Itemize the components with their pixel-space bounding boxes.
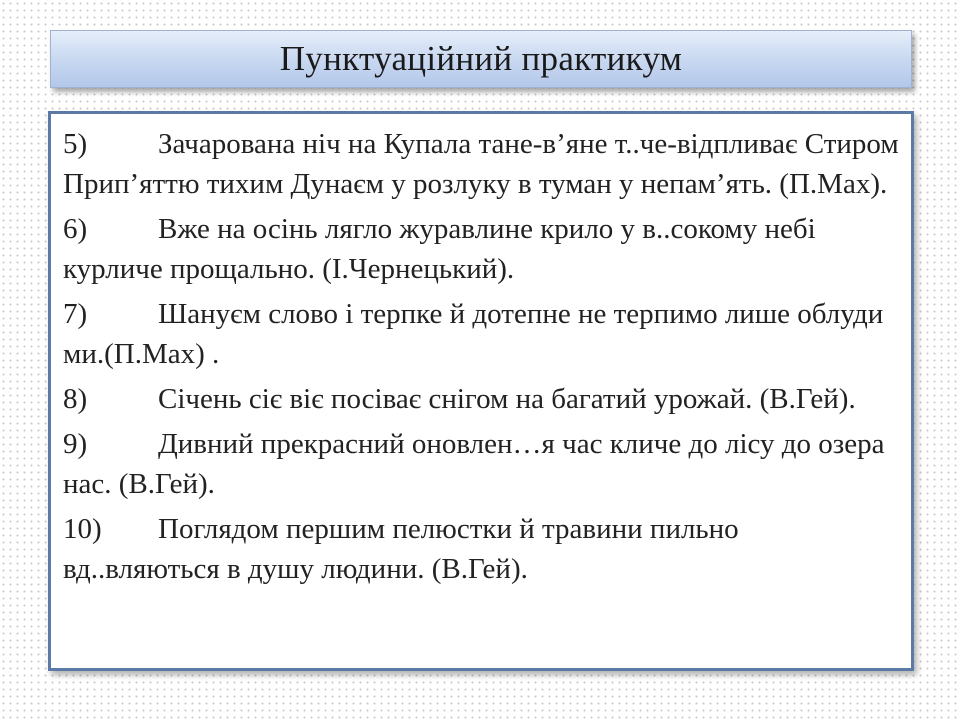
item-number: 8) — [63, 383, 88, 415]
item-text: Шануєм слово і терпке й дотепне не терпимо лише облуди ми.(П.Мах) . — [63, 298, 884, 370]
exercise-panel — [48, 111, 914, 671]
exercise-item-9 — [63, 424, 901, 504]
exercise-item-6 — [63, 209, 901, 289]
title-banner — [50, 30, 912, 88]
item-number: 9) — [63, 428, 88, 460]
item-text: Поглядом першим пелюстки й травини пильно вд..вляються в душу людини. (В.Гей). — [63, 513, 739, 585]
page-title: Пунктуаційний практикум — [279, 39, 683, 78]
item-number: 10) — [63, 513, 102, 545]
exercise-item-5 — [63, 124, 901, 204]
exercise-item-7 — [63, 294, 901, 374]
item-text: Січень сіє віє посіває снігом на багатий урожай. (В.Гей). — [158, 383, 856, 415]
item-text: Дивний прекрасний оновлен…я час кличе до лісу до озера нас. (В.Гей). — [63, 428, 885, 500]
item-number: 7) — [63, 298, 88, 330]
exercise-item-8 — [63, 379, 901, 419]
item-number: 6) — [63, 213, 88, 245]
exercise-item-10 — [63, 509, 901, 589]
item-text: Вже на осінь лягло журавлине крило у в..сокому небі курличе прощально. (І.Чернецький). — [63, 213, 816, 285]
item-text: Зачарована ніч на Купала тане-в’яне т..че-відпливає Стиром Прип’яттю тихим Дунаєм у розлуку в туман у непам’ять. (П.Мах). — [63, 128, 899, 200]
item-number: 5) — [63, 128, 88, 160]
